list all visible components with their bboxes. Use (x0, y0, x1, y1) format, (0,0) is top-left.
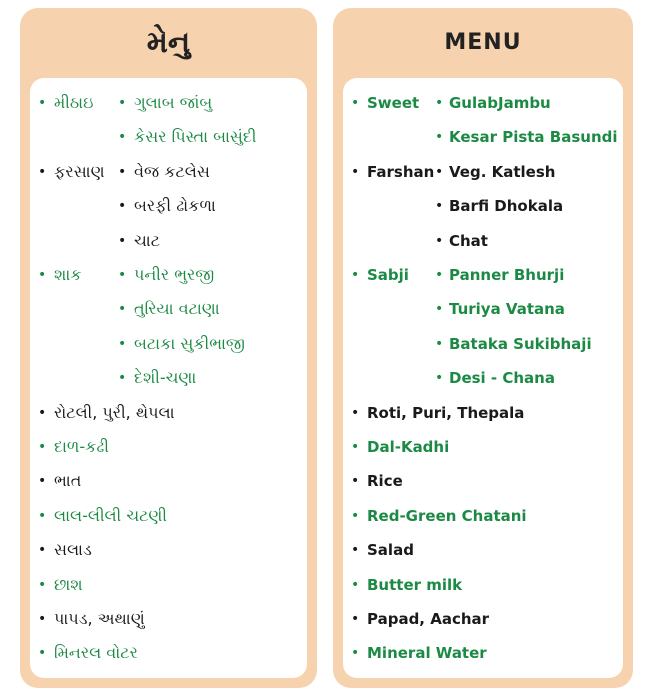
item-bullet: • (118, 370, 127, 387)
menu-row (30, 258, 307, 292)
menu-item: વેજ કટલેસ (134, 161, 210, 181)
row-bullet: • (38, 611, 47, 627)
row-bullet: • (38, 267, 47, 283)
menu-category: Dal-Kadhi (367, 438, 450, 456)
menu-row (30, 533, 307, 567)
menu-item: કેસર પિસ્તા બાસુંદી (134, 127, 257, 147)
menu-row (30, 224, 307, 258)
menu-category: ભાત (54, 471, 82, 491)
menu-item: GulabJambu (449, 94, 551, 112)
menu-category: દાળ-કઢી (54, 437, 109, 456)
row-bullet: • (351, 404, 360, 421)
menu-row (343, 361, 623, 395)
menu-category: ફરસાણ (54, 161, 105, 181)
menu-row (30, 120, 307, 154)
row-bullet: • (38, 404, 47, 421)
item-bullet: • (118, 267, 127, 283)
row-bullet: • (38, 576, 47, 593)
menu-category: મિનરલ વોટર (54, 643, 138, 663)
menu-category: Mineral Water (367, 644, 487, 663)
menu-row (30, 636, 307, 670)
menu-item: ચાટ (134, 230, 161, 250)
menu-row (343, 86, 623, 120)
menu-row (343, 224, 623, 258)
menu-row (343, 327, 623, 361)
menu-row (30, 396, 307, 430)
menu-row (30, 292, 307, 326)
menu-category: Roti, Puri, Thepala (367, 403, 525, 422)
menu-category: છાશ (54, 574, 83, 594)
menu-category: Rice (367, 472, 403, 491)
menu-item: તુરિયા વટાણા (134, 299, 220, 319)
menu-category: Papad, Aachar (367, 610, 490, 628)
menu-row (343, 602, 623, 636)
menu-category: Sabji (367, 266, 409, 284)
menu-row (343, 155, 623, 189)
menu-category: પાપડ, અથાણું (54, 609, 145, 628)
menu-item: Desi - Chana (449, 369, 555, 388)
menu-row (30, 464, 307, 498)
gujarati-menu-card (20, 8, 317, 688)
english-menu-card (333, 8, 633, 688)
row-bullet: • (38, 95, 47, 111)
menu-item: Kesar Pista Basundi (449, 128, 618, 147)
menu-item: દેશી-ચણા (134, 368, 197, 388)
menu-row (343, 636, 623, 670)
item-bullet: • (435, 370, 444, 387)
menu-category: મીઠાઇ (54, 93, 94, 112)
row-bullet: • (351, 645, 360, 662)
menu-item: Bataka Sukibhaji (449, 334, 592, 353)
menu-row (30, 602, 307, 636)
item-bullet: • (435, 301, 444, 318)
item-bullet: • (118, 163, 127, 180)
menu-row (343, 568, 623, 602)
row-bullet: • (38, 542, 47, 559)
menu-category: Farshan (367, 162, 435, 181)
gujarati-menu-list (30, 78, 307, 678)
menu-item: બરફી ઢોકળા (134, 196, 216, 216)
menu-row (343, 292, 623, 326)
menu-item: Turiya Vatana (449, 300, 565, 319)
menu-row (343, 499, 623, 533)
item-bullet: • (435, 232, 444, 249)
row-bullet: • (351, 95, 360, 111)
english-menu-list (343, 78, 623, 678)
menu-row (343, 396, 623, 430)
menu-row (30, 86, 307, 120)
row-bullet: • (351, 542, 360, 559)
menu-row (30, 361, 307, 395)
menu-row (343, 430, 623, 464)
menu-row (30, 430, 307, 464)
english-menu-title: MENU (444, 29, 522, 55)
item-bullet: • (435, 335, 444, 352)
row-bullet: • (351, 439, 360, 455)
menu-row (343, 120, 623, 154)
menu-category: રોટલી, પુરી, થેપલા (54, 402, 175, 422)
row-bullet: • (351, 507, 360, 524)
menu-row (343, 258, 623, 292)
menu-category: Butter milk (367, 575, 463, 594)
item-bullet: • (435, 267, 444, 283)
row-bullet: • (38, 645, 47, 662)
menu-category: લાલ-લીલી ચટણી (54, 505, 167, 525)
menu-row (30, 155, 307, 189)
row-bullet: • (351, 163, 360, 180)
row-bullet: • (351, 473, 360, 490)
menu-row (343, 189, 623, 223)
menu-item: પનીર ભુરજી (134, 265, 215, 284)
menu-category: Sweet (367, 94, 420, 112)
row-bullet: • (351, 576, 360, 593)
row-bullet: • (38, 439, 47, 455)
item-bullet: • (118, 232, 127, 249)
item-bullet: • (118, 198, 127, 215)
row-bullet: • (351, 611, 360, 627)
row-bullet: • (38, 473, 47, 490)
menu-row (343, 464, 623, 498)
row-bullet: • (351, 267, 360, 283)
gujarati-menu-title: મેનુ (146, 24, 191, 60)
menu-category: Red-Green Chatani (367, 506, 527, 525)
menu-item: Chat (449, 231, 488, 250)
menu-item: Veg. Katlesh (449, 162, 556, 181)
menu-row (30, 499, 307, 533)
menu-row (343, 533, 623, 567)
item-bullet: • (435, 163, 444, 180)
item-bullet: • (118, 335, 127, 352)
item-bullet: • (118, 301, 127, 318)
row-bullet: • (38, 507, 47, 524)
item-bullet: • (118, 95, 127, 111)
menu-item: Barfi Dhokala (449, 197, 564, 216)
menu-row (30, 327, 307, 361)
item-bullet: • (435, 129, 444, 146)
menu-category: સલાડ (54, 540, 92, 560)
item-bullet: • (435, 198, 444, 215)
item-bullet: • (435, 95, 444, 111)
menu-row (30, 568, 307, 602)
menu-item: ગુલાબ જાંબુ (134, 93, 213, 112)
menu-category: શાક (54, 265, 82, 284)
row-bullet: • (38, 163, 47, 180)
menu-item: Panner Bhurji (449, 266, 565, 284)
menu-row (30, 189, 307, 223)
item-bullet: • (118, 129, 127, 146)
menu-category: Salad (367, 541, 414, 560)
menu-item: બટાકા સુકીભાજી (134, 333, 245, 353)
